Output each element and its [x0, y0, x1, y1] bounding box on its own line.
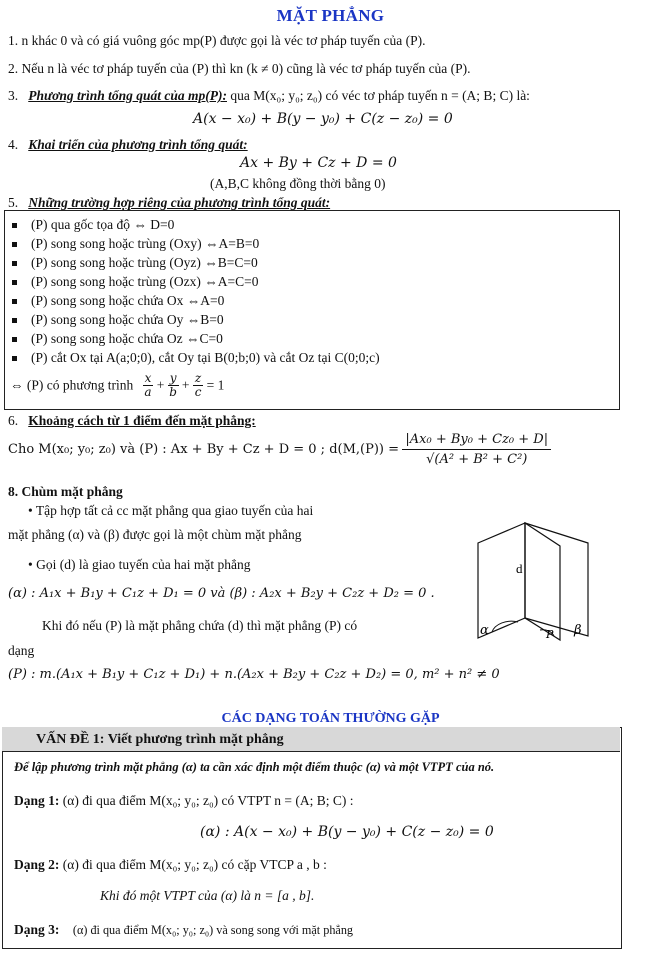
intercept-prefix: ⇔ (P) có phương trình: [10, 377, 134, 393]
item-5-label: Những trường hợp riêng của phương trình tổng quát:: [28, 195, 331, 210]
problem-header-title: VẤN ĐỀ 1: Viết phương trình mặt phẳng: [36, 732, 284, 747]
form-1: [14, 793, 354, 809]
bullet-icon: [12, 299, 17, 304]
problem-intro: Để lập phương trình mặt phẳng (α) ta cần xác định một điểm thuộc (α) và một VTPT của nó.: [14, 760, 495, 774]
distance-denominator: √(A² + B² + C²): [426, 452, 528, 467]
intercept-equals: = 1: [206, 377, 225, 393]
item-8-plane-equations: (α) : A₁x + B₁y + C₁z + D₁ = 0 và (β) : A₂x + B₂y + C₂z + D₂ = 0 .: [8, 586, 435, 601]
special-case: (P) song song hoặc chứa Ox ⇔A=0: [12, 291, 380, 310]
item-3-number: 3.: [8, 88, 19, 103]
item-6: [8, 413, 256, 429]
item-8-bullet-1: • Tập hợp tất cả cc mặt phẳng qua giao tuyến của hai: [28, 503, 314, 518]
bullet-icon: [12, 280, 17, 285]
special-cases-list: [12, 215, 380, 367]
item-5-number: 5.: [8, 195, 19, 210]
item-1: 1. n khác 0 và có giá vuông góc mp(P) được gọi là véc tơ pháp tuyến của (P).: [8, 33, 426, 48]
form-3: [14, 922, 353, 938]
distance-fraction: [402, 432, 551, 467]
alpha-label: α: [480, 623, 489, 638]
form-2-text: (α) đi qua điểm M(x₀; y₀; z₀) có cặp VTCP a , b :: [59, 857, 327, 872]
bullet-icon: [12, 337, 17, 342]
form-2: [14, 857, 327, 873]
item-2: 2. Nếu n là véc tơ pháp tuyến của (P) thì kn (k ≠ 0) cũng là véc tơ pháp tuyến của (P).: [8, 61, 471, 76]
special-case: (P) cắt Ox tại A(a;0;0), cắt Oy tại B(0;b;0) và cắt Oz tại C(0;0;c): [12, 348, 380, 367]
line-d-label: d: [516, 561, 523, 576]
form-3-label: Dạng 3:: [14, 922, 60, 937]
item-3-label: Phương trình tổng quát của mp(P):: [28, 88, 227, 103]
item-4-number: 4.: [8, 137, 19, 152]
p-label: P: [546, 628, 554, 641]
bullet-icon: [12, 242, 17, 247]
pencil-equation: (P) : m.(A₁x + B₁y + C₁z + D₁) + n.(A₂x + B₂y + C₂z + D₂) = 0, m² + n² ≠ 0: [8, 667, 500, 682]
special-case: (P) song song hoặc chứa Oy ⇔B=0: [12, 310, 380, 329]
special-case: (P) song song hoặc trùng (Ozx) ⇔A=C=0: [12, 272, 380, 291]
special-case: (P) song song hoặc chứa Oz ⇔C=0: [12, 329, 380, 348]
distance-text: Cho M(x₀; y₀; z₀) và (P) : Ax + By + Cz + D = 0 ; d(M,(P)) =: [8, 442, 400, 457]
item-6-label: Khoảng cách từ 1 điểm đến mặt phẳng:: [28, 413, 256, 428]
general-equation: A(x − x₀) + B(y − y₀) + C(z − z₀) = 0: [193, 111, 453, 127]
expanded-equation: Ax + By + Cz + D = 0: [240, 155, 397, 171]
special-case: (P) song song hoặc trùng (Oyz) ⇔B=C=0: [12, 253, 380, 272]
special-case: (P) qua gốc tọa độ ⇔ D=0: [12, 215, 380, 234]
page-title: MẶT PHẲNG: [276, 6, 385, 25]
bullet-icon: [12, 261, 17, 266]
bullet-icon: [12, 356, 17, 361]
form-2-note: Khi đó một VTPT của (α) là n = [a , b].: [100, 888, 315, 903]
item-4: [8, 137, 248, 153]
form-2-label: Dạng 2:: [14, 857, 60, 872]
form-1-equation: (α) : A(x − x₀) + B(y − y₀) + C(z − z₀) = 0: [200, 824, 494, 840]
special-case: (P) song song hoặc trùng (Oxy) ⇔A=B=0: [12, 234, 380, 253]
item-4-label: Khai triển của phương trình tổng quát:: [28, 137, 248, 152]
intercept-equation: ⇔ (P) có phương trình $\frac{x}{a}$ + $\frac{y}{b}$ + $\frac{z}{c}$ = 1: [10, 371, 225, 399]
distance-numerator: |Ax₀ + By₀ + Cz₀ + D|: [402, 432, 551, 450]
item-8-bullet-2: • Gọi (d) là giao tuyến của hai mặt phẳng: [28, 557, 251, 572]
item-8-then: Khi đó nếu (P) là mặt phẳng chứa (d) thì mặt phẳng (P) có: [42, 618, 358, 633]
item-8-bullet-1-cont: mặt phẳng (α) và (β) được gọi là một chùm mặt phẳng: [8, 527, 302, 542]
bullet-icon: [12, 318, 17, 323]
plane-beta: [525, 523, 588, 636]
item-3-text: qua M(x₀; y₀; z₀) có véc tơ pháp tuyến n = (A; B; C) là:: [227, 88, 530, 103]
pencil-of-planes-figure: [470, 518, 620, 648]
expanded-equation-note: (A,B,C không đồng thời bằng 0): [210, 176, 386, 191]
distance-formula: [8, 432, 551, 467]
form-1-text: (α) đi qua điểm M(x₀; y₀; z₀) có VTPT n = (A; B; C) :: [59, 793, 354, 808]
form-1-label: Dạng 1:: [14, 793, 60, 808]
item-8-title: 8. Chùm mặt phẳng: [8, 484, 123, 499]
form-3-text: (α) đi qua điểm M(x₀; y₀; z₀) và song song với mặt phẳng: [72, 923, 354, 937]
plane-alpha: [478, 523, 525, 638]
bullet-icon: [12, 223, 17, 228]
beta-label: β: [574, 623, 582, 638]
section-title: CÁC DẠNG TOÁN THƯỜNG GẶP: [221, 711, 440, 726]
item-5: [8, 195, 330, 211]
item-8-dang: dạng: [8, 643, 35, 658]
item-6-number: 6.: [8, 413, 19, 428]
item-3: [8, 88, 530, 104]
